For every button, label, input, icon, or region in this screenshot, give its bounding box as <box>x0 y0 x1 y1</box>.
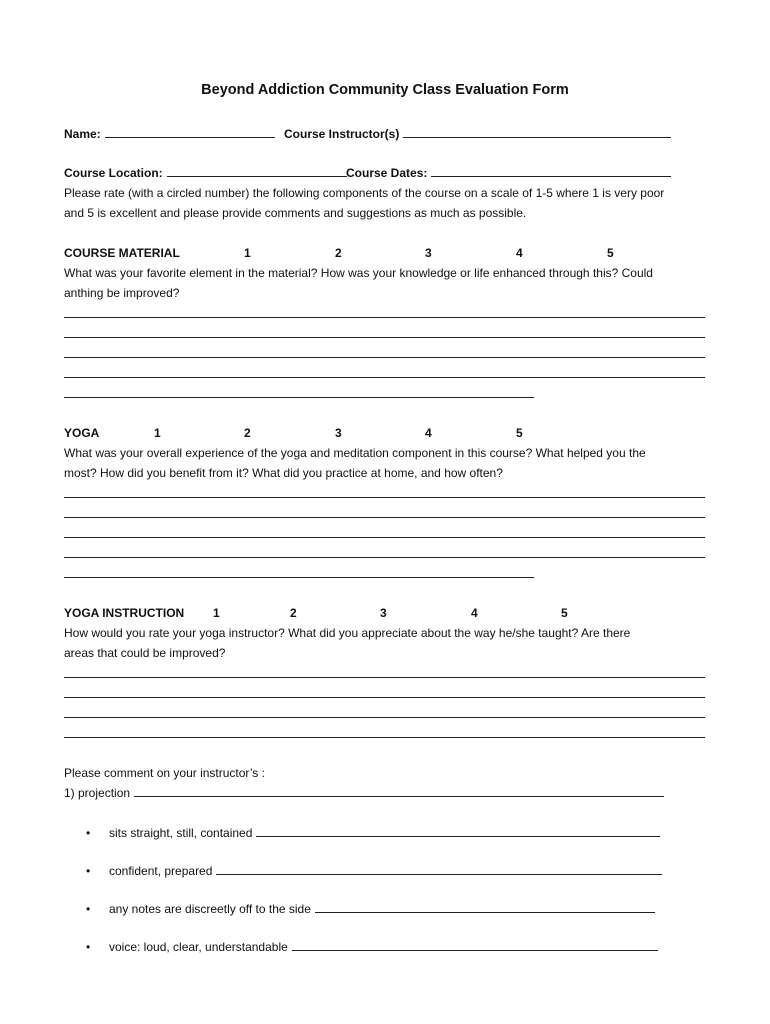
instruction-answer-line-2[interactable] <box>64 697 705 698</box>
instruction-question-line-2: areas that could be improved? <box>64 646 226 660</box>
notes-blank[interactable] <box>315 901 655 913</box>
voice-blank[interactable] <box>292 939 658 951</box>
yoga-answer-line-2[interactable] <box>64 517 705 518</box>
course-material-heading: COURSE MATERIAL <box>64 246 180 260</box>
instruction-answer-line-3[interactable] <box>64 717 705 718</box>
location-label: Course Location: <box>64 166 163 180</box>
bullet-dot: • <box>86 902 91 916</box>
instructor-field[interactable] <box>284 126 671 142</box>
bullet-dot: • <box>86 826 91 840</box>
material-rating-2[interactable]: 2 <box>335 246 342 260</box>
bullet-label: any notes are discreetly off to the side <box>109 902 311 916</box>
yoga-heading: YOGA <box>64 426 100 440</box>
material-rating-3[interactable]: 3 <box>425 246 432 260</box>
dates-blank[interactable] <box>431 165 671 177</box>
bullet-label: confident, prepared <box>109 864 213 878</box>
yoga-rating-1[interactable]: 1 <box>154 426 161 440</box>
bullet-label: voice: loud, clear, understandable <box>109 940 288 954</box>
comments-intro: Please comment on your instructor’s : <box>64 766 265 780</box>
material-answer-line-3[interactable] <box>64 357 705 358</box>
yoga-answer-line-5[interactable] <box>64 577 534 578</box>
instructions-line-1: Please rate (with a circled number) the following components of the course on a scale of 1-5 where 1 is very poor <box>64 186 665 200</box>
bullet-item-posture[interactable] <box>109 825 660 841</box>
instruction-rating-4[interactable]: 4 <box>471 606 478 620</box>
instruction-answer-line-4[interactable] <box>64 737 705 738</box>
location-blank[interactable] <box>167 165 347 177</box>
instruction-question-line-1: How would you rate your yoga instructor? What did you appreciate about the way he/she taught? Are there <box>64 626 631 640</box>
material-rating-4[interactable]: 4 <box>516 246 523 260</box>
bullet-dot: • <box>86 864 91 878</box>
yoga-rating-2[interactable]: 2 <box>244 426 251 440</box>
bullet-label: sits straight, still, contained <box>109 826 253 840</box>
material-answer-line-4[interactable] <box>64 377 705 378</box>
yoga-question-line-2: most? How did you benefit from it? What did you practice at home, and how often? <box>64 466 503 480</box>
instructions-line-2: and 5 is excellent and please provide comments and suggestions as much as possible. <box>64 206 527 220</box>
yoga-answer-line-3[interactable] <box>64 537 705 538</box>
projection-field[interactable] <box>64 785 664 801</box>
confident-blank[interactable] <box>216 863 662 875</box>
material-question-line-1: What was your favorite element in the material? How was your knowledge or life enhanced through this? Could <box>64 266 653 280</box>
posture-blank[interactable] <box>256 825 660 837</box>
instruction-rating-2[interactable]: 2 <box>290 606 297 620</box>
form-title: Beyond Addiction Community Class Evaluation Form <box>201 82 569 98</box>
bullet-item-voice[interactable] <box>109 939 658 955</box>
material-answer-line-2[interactable] <box>64 337 705 338</box>
bullet-item-notes[interactable] <box>109 901 655 917</box>
instruction-rating-5[interactable]: 5 <box>561 606 568 620</box>
material-rating-5[interactable]: 5 <box>607 246 614 260</box>
yoga-question-line-1: What was your overall experience of the yoga and meditation component in this course? What helped you the <box>64 446 646 460</box>
name-blank[interactable] <box>105 126 275 138</box>
name-label: Name: <box>64 127 101 141</box>
yoga-rating-4[interactable]: 4 <box>425 426 432 440</box>
projection-label: 1) projection <box>64 786 131 800</box>
yoga-instruction-heading: YOGA INSTRUCTION <box>64 606 185 620</box>
instructor-label: Course Instructor(s) <box>284 127 400 141</box>
location-field[interactable] <box>64 165 347 181</box>
dates-field[interactable] <box>346 165 671 181</box>
material-rating-1[interactable]: 1 <box>244 246 251 260</box>
instruction-rating-1[interactable]: 1 <box>213 606 220 620</box>
bullet-dot: • <box>86 940 91 954</box>
dates-label: Course Dates: <box>346 166 428 180</box>
projection-blank[interactable] <box>134 785 664 797</box>
instruction-rating-3[interactable]: 3 <box>380 606 387 620</box>
yoga-rating-5[interactable]: 5 <box>516 426 523 440</box>
yoga-rating-3[interactable]: 3 <box>335 426 342 440</box>
name-field[interactable] <box>64 126 275 142</box>
yoga-answer-line-1[interactable] <box>64 497 705 498</box>
material-question-line-2: anthing be improved? <box>64 286 180 300</box>
material-answer-line-1[interactable] <box>64 317 705 318</box>
instruction-answer-line-1[interactable] <box>64 677 705 678</box>
material-answer-line-5[interactable] <box>64 397 534 398</box>
instructor-blank[interactable] <box>403 126 671 138</box>
yoga-answer-line-4[interactable] <box>64 557 705 558</box>
bullet-item-confident[interactable] <box>109 863 662 879</box>
